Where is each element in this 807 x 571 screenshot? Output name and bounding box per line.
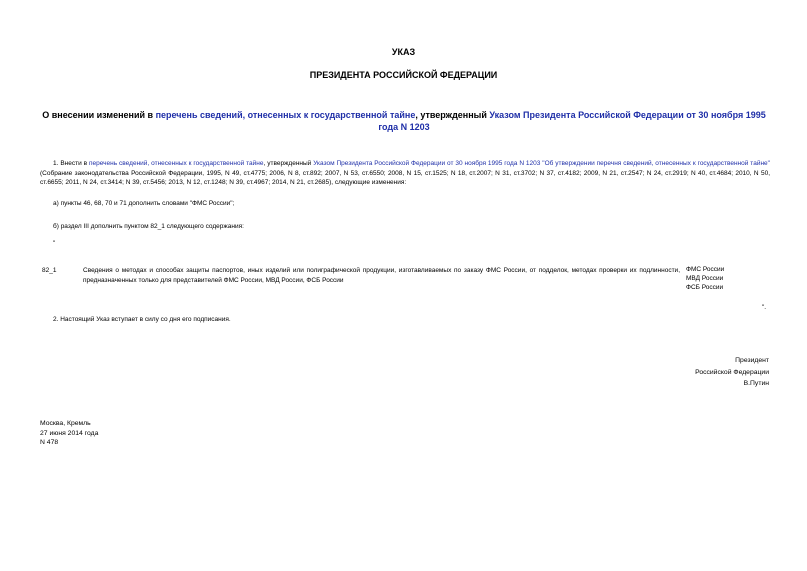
signature-name: В.Путин [743, 380, 769, 387]
paragraph-1-text-3: (Собрание законодательства Российской Федерации, 1995, N 49, ст.4775; 2006, N 8, ст.892; 2007, N 53, ст.6550; 2008, N 15, ст.1525; N 18, ст.2007; N 31, ст.3702; N 37, ст.4182; 2009, N 21, ст.2547; N 24, ст.2919; N 40, ст.4684; 2010, N 50, ст.6655; 2011, N 24, ст.3414; N 39, ст.5456; 2013, N 12, ст.1248; N 39, ст.4967; 2014, N 21, ст.2685), следующие изменения: [40, 169, 770, 186]
subject-text-1: О внесении изменений в [42, 110, 156, 120]
closing-quote: ". [762, 304, 767, 311]
item-a: а) пункты 46, 68, 70 и 71 дополнить словами "ФМС России"; [53, 200, 235, 207]
document-subject [40, 109, 768, 133]
table-row-agencies [686, 266, 724, 292]
opening-quote: " [53, 240, 56, 247]
subject-link-list[interactable]: перечень сведений, отнесенных к государственной тайне [155, 110, 416, 120]
paragraph-2: 2. Настоящий Указ вступает в силу со дня его подписания. [53, 316, 231, 323]
signature-block [560, 355, 769, 390]
paragraph-1-text-2: , утвержденный [263, 160, 314, 167]
signature-country: Российской Федерации [695, 368, 769, 376]
place: Москва, Кремль [40, 420, 91, 427]
signature-position: Президент [735, 357, 769, 364]
agency-mvd: МВД России [686, 274, 724, 282]
document-subtitle: ПРЕЗИДЕНТА РОССИЙСКОЙ ФЕДЕРАЦИИ [309, 70, 498, 80]
item-b: б) раздел III дополнить пунктом 82_1 следующего содержания: [53, 223, 244, 230]
agency-fsb: ФСБ России [686, 283, 724, 291]
document-title: УКАЗ [391, 47, 416, 57]
paragraph-1-text-1: 1. Внести в [53, 160, 90, 167]
paragraph-1 [40, 159, 770, 188]
place-date-block [40, 419, 98, 448]
decree-number: N 478 [40, 439, 59, 446]
table-row-text: Сведения о методах и способах защиты паспортов, иных изделий или полиграфической продукции, изготавливаемых по заказу ФМС России, от подделок, методах проверки их подлинности, предназначенных только для представителей ФМС России, МВД России, ФСБ России [83, 267, 680, 284]
paragraph-1-link-decree[interactable]: Указом Президента Российской Федерации от 30 ноября 1995 года N 1203 "Об утверждении перечня сведений, отнесенных к государственной тайне" [313, 160, 770, 167]
agency-fms: ФМС России [686, 266, 725, 273]
paragraph-1-link-list[interactable]: перечень сведений, отнесенных к государственной тайне [89, 160, 264, 167]
subject-link-decree[interactable]: Указом Президента Российской Федерации от 30 ноября 1995 года N 1203 [378, 110, 766, 132]
date: 27 июня 2014 года [40, 429, 99, 437]
table-row-number: 82_1 [42, 267, 57, 274]
subject-text-2: , утвержденный [415, 110, 490, 120]
